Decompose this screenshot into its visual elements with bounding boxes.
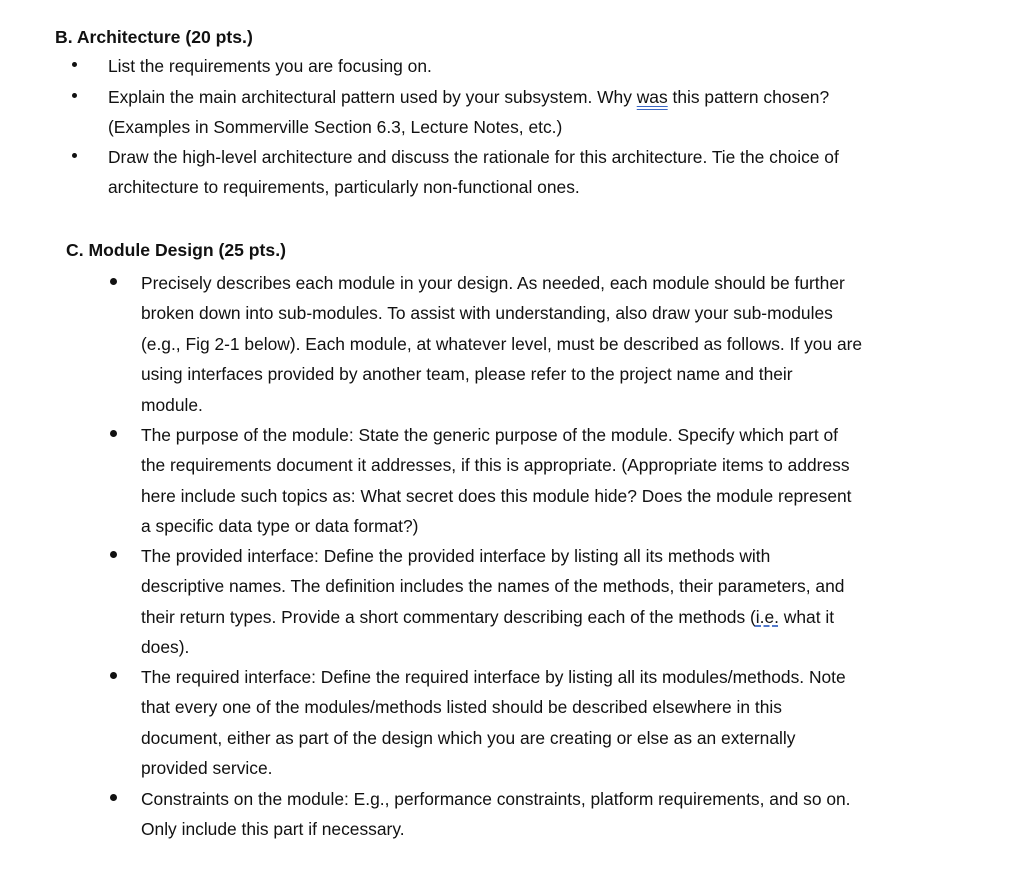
- text-line: using interfaces provided by another team, please refer to the project name and their: [141, 364, 793, 385]
- text-line: List the requirements you are focusing on.: [108, 56, 432, 76]
- bullet-icon: [110, 430, 117, 437]
- grammar-marked-word[interactable]: i.e.: [755, 606, 779, 627]
- text-line: here include such topics as: What secret does this module hide? Does the module represent: [141, 485, 852, 506]
- section-c-heading: C. Module Design (25 pts.): [66, 240, 286, 260]
- text-line: [141, 602, 1013, 632]
- section-b-item-1: [108, 51, 1008, 81]
- bullet-icon: [72, 93, 77, 98]
- section-b-item-2: [108, 82, 1008, 143]
- text-line: The provided interface: Define the provided interface by listing all its methods with: [141, 546, 771, 566]
- grammar-marked-word[interactable]: was: [636, 87, 668, 107]
- text-segment: their return types. Provide a short commentary describing each of the methods (: [141, 606, 756, 627]
- bullet-icon: [72, 153, 77, 158]
- text-line: module.: [141, 394, 203, 415]
- text-line: that every one of the modules/methods listed should be described elsewhere in this: [141, 697, 782, 718]
- bullet-icon: [110, 551, 117, 558]
- text-segment: this pattern chosen?: [667, 87, 830, 107]
- bullet-icon: [110, 794, 117, 801]
- text-line: provided service.: [141, 758, 273, 779]
- section-c-item-4: [141, 662, 1013, 784]
- section-c-item-5: [141, 784, 1013, 845]
- text-line: broken down into sub-modules. To assist with understanding, also draw your sub-modules: [141, 303, 833, 324]
- text-line: Constraints on the module: E.g., performance constraints, platform requirements, and so on.: [141, 789, 851, 809]
- bullet-icon: [110, 672, 117, 679]
- text-line: does).: [141, 637, 190, 658]
- section-c-item-1: [141, 268, 1013, 420]
- text-line: [108, 82, 1008, 112]
- section-b-item-3: [108, 142, 1008, 203]
- text-line: Draw the high-level architecture and discuss the rationale for this architecture. Tie the choice of: [108, 147, 839, 167]
- text-line: architecture to requirements, particularly non-functional ones.: [108, 177, 580, 198]
- text-line: descriptive names. The definition includes the names of the methods, their parameters, and: [141, 576, 845, 597]
- text-line: (e.g., Fig 2-1 below). Each module, at whatever level, must be described as follows. If you are: [141, 333, 863, 354]
- text-line: Precisely describes each module in your design. As needed, each module should be further: [141, 273, 845, 293]
- bullet-icon: [110, 278, 117, 285]
- text-segment: Explain the main architectural pattern used by your subsystem. Why: [108, 87, 637, 107]
- text-segment: what it: [778, 606, 835, 627]
- text-line: The required interface: Define the required interface by listing all its modules/methods. Note: [141, 667, 846, 687]
- text-line: the requirements document it addresses, if this is appropriate. (Appropriate items to address: [141, 455, 850, 476]
- section-c-item-2: [141, 420, 1013, 542]
- text-line: document, either as part of the design which you are creating or else as an externally: [141, 727, 796, 748]
- section-c-item-3: [141, 541, 1013, 663]
- text-line: Only include this part if necessary.: [141, 819, 405, 840]
- section-b-heading: B. Architecture (20 pts.): [55, 27, 253, 47]
- text-line: The purpose of the module: State the generic purpose of the module. Specify which part of: [141, 425, 839, 445]
- text-line: a specific data type or data format?): [141, 516, 419, 537]
- bullet-icon: [72, 62, 77, 67]
- text-line: (Examples in Sommerville Section 6.3, Lecture Notes, etc.): [108, 117, 563, 138]
